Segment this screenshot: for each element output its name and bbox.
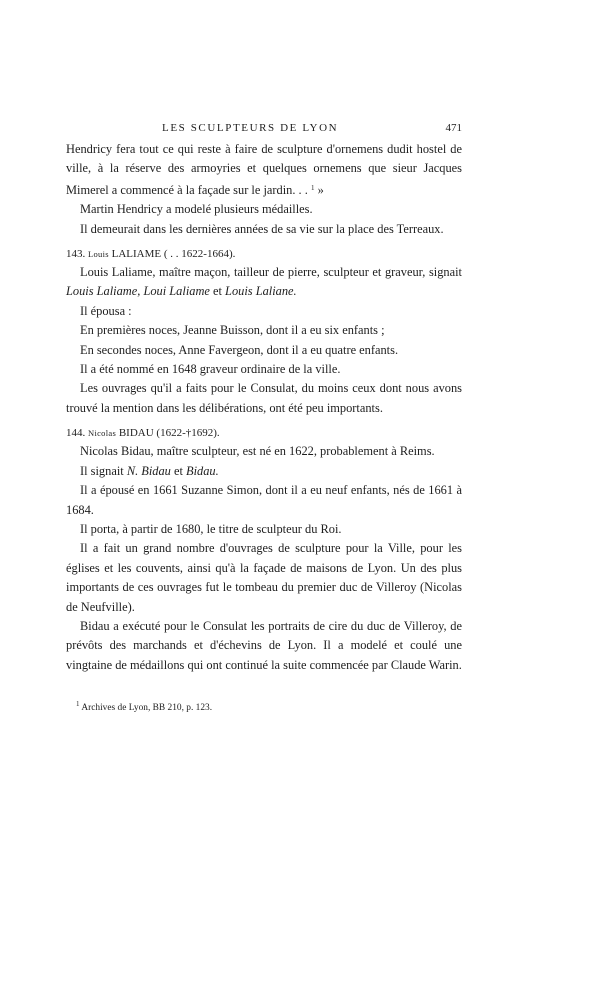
paragraph: [66, 462, 462, 481]
entry-first-name: Louis: [88, 249, 109, 260]
paragraph: En premières noces, Jeanne Buisson, dont il a eu six enfants ;: [80, 323, 385, 338]
signature-variant: Louis Laliame,: [66, 284, 141, 299]
page: [66, 118, 462, 715]
signature-variant: Louis Laliane.: [225, 284, 297, 299]
signature-variant: Loui Laliame: [143, 284, 210, 299]
entry-dates: (1622-†1692).: [156, 427, 220, 440]
entry-first-name: Nicolas: [88, 428, 117, 439]
paragraph: Les ouvrages qu'il a faits pour le Consulat, du moins ceux dont nous avons trouvé la mention dans les délibérations, ont été peu importants.: [66, 381, 462, 415]
entry-name: BIDAU: [118, 427, 154, 440]
paragraph: Il a été nommé en 1648 graveur ordinaire de la ville.: [80, 362, 341, 377]
signature-variant: Bidau.: [186, 463, 219, 478]
paragraph-text: Hendricy fera tout ce qui reste à faire de sculpture d'ornemens dudit hostel de ville, à la réserve des armoyries et quelques ornemens que sieur Jacques Mimerel a commencé à la façade sur le jardin. . .: [66, 142, 462, 197]
paragraph-text: et: [170, 463, 187, 478]
footnote-reference: 1: [310, 183, 315, 192]
paragraph: En secondes noces, Anne Favergeon, dont il a eu quatre enfants.: [80, 342, 399, 357]
paragraph: [66, 263, 462, 302]
entry-heading-144: [66, 424, 462, 442]
footnote: [76, 697, 462, 715]
paragraph: Il a épousé en 1661 Suzanne Simon, dont il a eu neuf enfants, nés de 1661 à 1684.: [66, 483, 462, 517]
paragraph: Martin Hendricy a modelé plusieurs médailles.: [80, 202, 313, 217]
entry-number: 144.: [66, 427, 86, 440]
paragraph-text: »: [314, 182, 324, 197]
paragraph: Nicolas Bidau, maître sculpteur, est né en 1622, probablement à Reims.: [80, 444, 435, 459]
body-text: [66, 140, 462, 675]
running-header: [66, 118, 462, 140]
footnote-marker: 1: [76, 700, 80, 709]
paragraph: Bidau a exécuté pour le Consulat les portraits de cire du duc de Villeroy, de prévôts des marchands et d'échevins de Lyon. Il a modelé et coulé une vingtaine de médaillons qui ont continué la suite commencée par Claude Warin.: [66, 618, 462, 672]
paragraph: Il a fait un grand nombre d'ouvrages de sculpture pour la Ville, pour les églises et les couvents, ainsi qu'à la façade de maisons de Lyon. Un des plus importants de ces ouvrages fut le tombeau du premier duc de Villeroy (Nicolas de Neufville).: [66, 541, 462, 614]
paragraph: [66, 140, 462, 200]
running-title: LES SCULPTEURS DE LYON: [162, 122, 339, 134]
entry-heading-143: [66, 245, 462, 263]
paragraph: Il demeurait dans les dernières années de sa vie sur la place des Terreaux.: [80, 221, 444, 236]
paragraph-text: Louis Laliame, maître maçon, tailleur de pierre, sculpteur et graveur, signait: [80, 265, 462, 280]
paragraph: Il porta, à partir de 1680, le titre de sculpteur du Roi.: [80, 521, 342, 536]
signature-variant: N. Bidau: [126, 463, 171, 478]
paragraph-text: Il signait: [80, 463, 127, 478]
footnotes: [66, 697, 462, 715]
footnote-text: Archives de Lyon, BB 210, p. 123.: [79, 703, 213, 714]
entry-number: 143.: [66, 248, 86, 261]
paragraph-text: et: [209, 284, 226, 299]
page-number: 471: [445, 122, 462, 134]
paragraph: Il épousa :: [80, 303, 132, 318]
entry-dates: ( . . 1622-1664).: [163, 248, 236, 261]
entry-name: LALIAME: [111, 248, 162, 261]
